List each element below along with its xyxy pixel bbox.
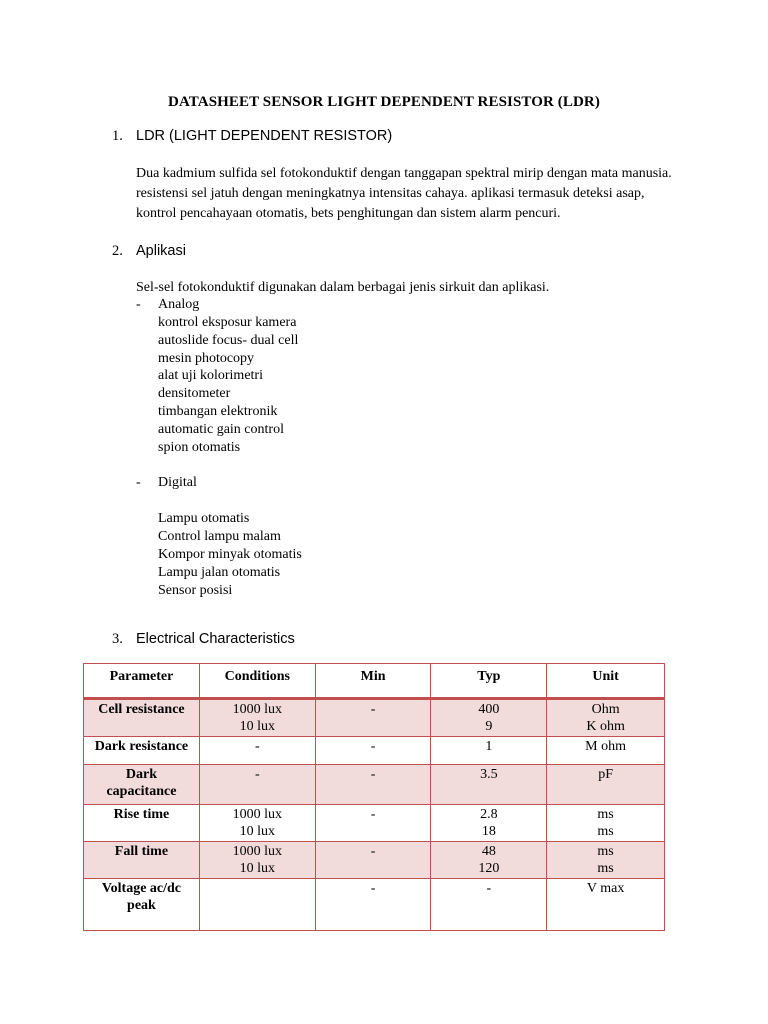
section-1-heading: LDR (LIGHT DEPENDENT RESISTOR) xyxy=(136,128,393,144)
cell-line: - xyxy=(254,739,260,754)
cell-line: - xyxy=(370,739,376,754)
cell-line: 10 lux xyxy=(239,861,275,876)
analog-dash: - xyxy=(136,297,141,312)
section-2-intro: Sel-sel fotokonduktif digunakan dalam berbagai jenis sirkuit dan aplikasi. xyxy=(136,280,550,295)
cell-min xyxy=(315,842,431,879)
cell-line: ms xyxy=(597,861,614,876)
cell-line: Dark xyxy=(125,767,157,782)
digital-label: Digital xyxy=(158,475,197,490)
header-conditions: Conditions xyxy=(199,664,315,699)
cell-param xyxy=(84,699,200,737)
cell-line: 3.5 xyxy=(480,767,498,782)
list-item: densitometer xyxy=(158,386,231,402)
cell-line: pF xyxy=(598,767,613,782)
cell-line: V max xyxy=(586,881,625,896)
list-item: alat uji kolorimetri xyxy=(158,368,263,384)
table-row xyxy=(84,842,665,879)
cell-param xyxy=(84,842,200,879)
cell-line: 48 xyxy=(481,844,496,859)
cell-min xyxy=(315,737,431,765)
list-item: Lampu jalan otomatis xyxy=(158,565,281,580)
cell-typ xyxy=(431,842,547,879)
cell-unit xyxy=(547,842,665,879)
list-item: automatic gain control xyxy=(158,421,284,437)
cell-line: Voltage ac/dc xyxy=(101,881,182,896)
section-3-number: 3. xyxy=(112,631,123,647)
cell-min xyxy=(315,765,431,805)
cell-line: 10 lux xyxy=(239,824,275,839)
section-3-heading: Electrical Characteristics xyxy=(136,631,295,647)
list-item: mesin photocopy xyxy=(158,350,255,366)
cell-conditions xyxy=(199,879,315,931)
cell-typ xyxy=(431,737,547,765)
cell-min xyxy=(315,699,431,737)
table-row xyxy=(84,805,665,842)
cell-line: Cell resistance xyxy=(98,702,185,717)
cell-line: capacitance xyxy=(106,784,177,799)
cell-line: - xyxy=(370,702,376,717)
header-unit: Unit xyxy=(547,664,665,699)
cell-unit xyxy=(547,699,665,737)
cell-line: 2.8 xyxy=(480,807,498,822)
cell-conditions xyxy=(199,805,315,842)
cell-line: ms xyxy=(597,824,614,839)
analog-label: Analog xyxy=(158,297,200,312)
section-2-number: 2. xyxy=(112,243,123,259)
cell-line: - xyxy=(370,807,376,822)
table-row xyxy=(84,737,665,765)
cell-typ xyxy=(431,699,547,737)
cell-param xyxy=(84,805,200,842)
cell-typ xyxy=(431,805,547,842)
cell-param xyxy=(84,765,200,805)
cell-line: 1000 lux xyxy=(232,807,282,822)
list-item: kontrol eksposur kamera xyxy=(158,315,297,330)
cell-line: 1 xyxy=(485,739,493,754)
header-min: Min xyxy=(315,664,431,699)
cell-line: peak xyxy=(127,898,156,913)
electrical-characteristics-table xyxy=(83,663,665,931)
cell-min xyxy=(315,879,431,931)
cell-typ xyxy=(431,765,547,805)
cell-line: ms xyxy=(597,844,614,859)
cell-conditions xyxy=(199,699,315,737)
cell-line: Fall time xyxy=(114,844,169,859)
cell-line: - xyxy=(370,881,376,896)
list-item: Control lampu malam xyxy=(158,529,281,544)
cell-line: 400 xyxy=(478,702,500,717)
cell-line: - xyxy=(254,767,260,782)
cell-conditions xyxy=(199,765,315,805)
cell-conditions xyxy=(199,737,315,765)
cell-conditions xyxy=(199,842,315,879)
cell-typ xyxy=(431,879,547,931)
cell-line: 1000 lux xyxy=(232,702,282,717)
section-2-heading: Aplikasi xyxy=(136,243,186,259)
cell-line: 18 xyxy=(481,824,496,839)
document-title: DATASHEET SENSOR LIGHT DEPENDENT RESISTOR (LDR) xyxy=(168,94,600,110)
list-item: Sensor posisi xyxy=(158,583,233,598)
list-item: autoslide focus- dual cell xyxy=(158,332,299,348)
cell-param xyxy=(84,737,200,765)
header-parameter: Parameter xyxy=(84,664,200,699)
cell-line: - xyxy=(370,844,376,859)
table-row xyxy=(84,699,665,737)
section-1-number: 1. xyxy=(112,128,123,144)
cell-line: Rise time xyxy=(113,807,170,822)
section-1-paragraph: Dua kadmium sulfida sel fotokonduktif dengan tanggapan spektral mirip dengan mata manusia. resistensi sel jatuh dengan meningkatnya intensitas cahaya. aplikasi termasuk deteksi asap, kontrol pencahayaan otomatis, bets penghitungan dan sistem alarm pencuri. xyxy=(136,166,672,221)
cell-line: - xyxy=(370,767,376,782)
cell-line: ms xyxy=(597,807,614,822)
cell-line: M ohm xyxy=(585,739,627,754)
list-item: timbangan elektronik xyxy=(158,404,278,419)
table-header-row xyxy=(84,664,665,699)
cell-line: 10 lux xyxy=(239,719,275,734)
table-row xyxy=(84,765,665,805)
list-item: Lampu otomatis xyxy=(158,511,250,526)
cell-unit xyxy=(547,805,665,842)
cell-line: - xyxy=(486,881,492,896)
cell-unit xyxy=(547,737,665,765)
digital-dash: - xyxy=(136,475,141,490)
table-body xyxy=(84,699,665,931)
list-item: Kompor minyak otomatis xyxy=(158,547,302,562)
table-row xyxy=(84,879,665,931)
cell-unit xyxy=(547,879,665,931)
cell-min xyxy=(315,805,431,842)
cell-line: 1000 lux xyxy=(232,844,282,859)
cell-line: Dark resistance xyxy=(94,739,189,754)
header-typ: Typ xyxy=(431,664,547,699)
cell-line: K ohm xyxy=(586,719,625,734)
cell-param xyxy=(84,879,200,931)
list-item: spion otomatis xyxy=(158,439,241,455)
cell-line: 9 xyxy=(485,719,493,734)
cell-unit xyxy=(547,765,665,805)
cell-line: Ohm xyxy=(591,702,620,717)
cell-line: 120 xyxy=(478,861,500,876)
